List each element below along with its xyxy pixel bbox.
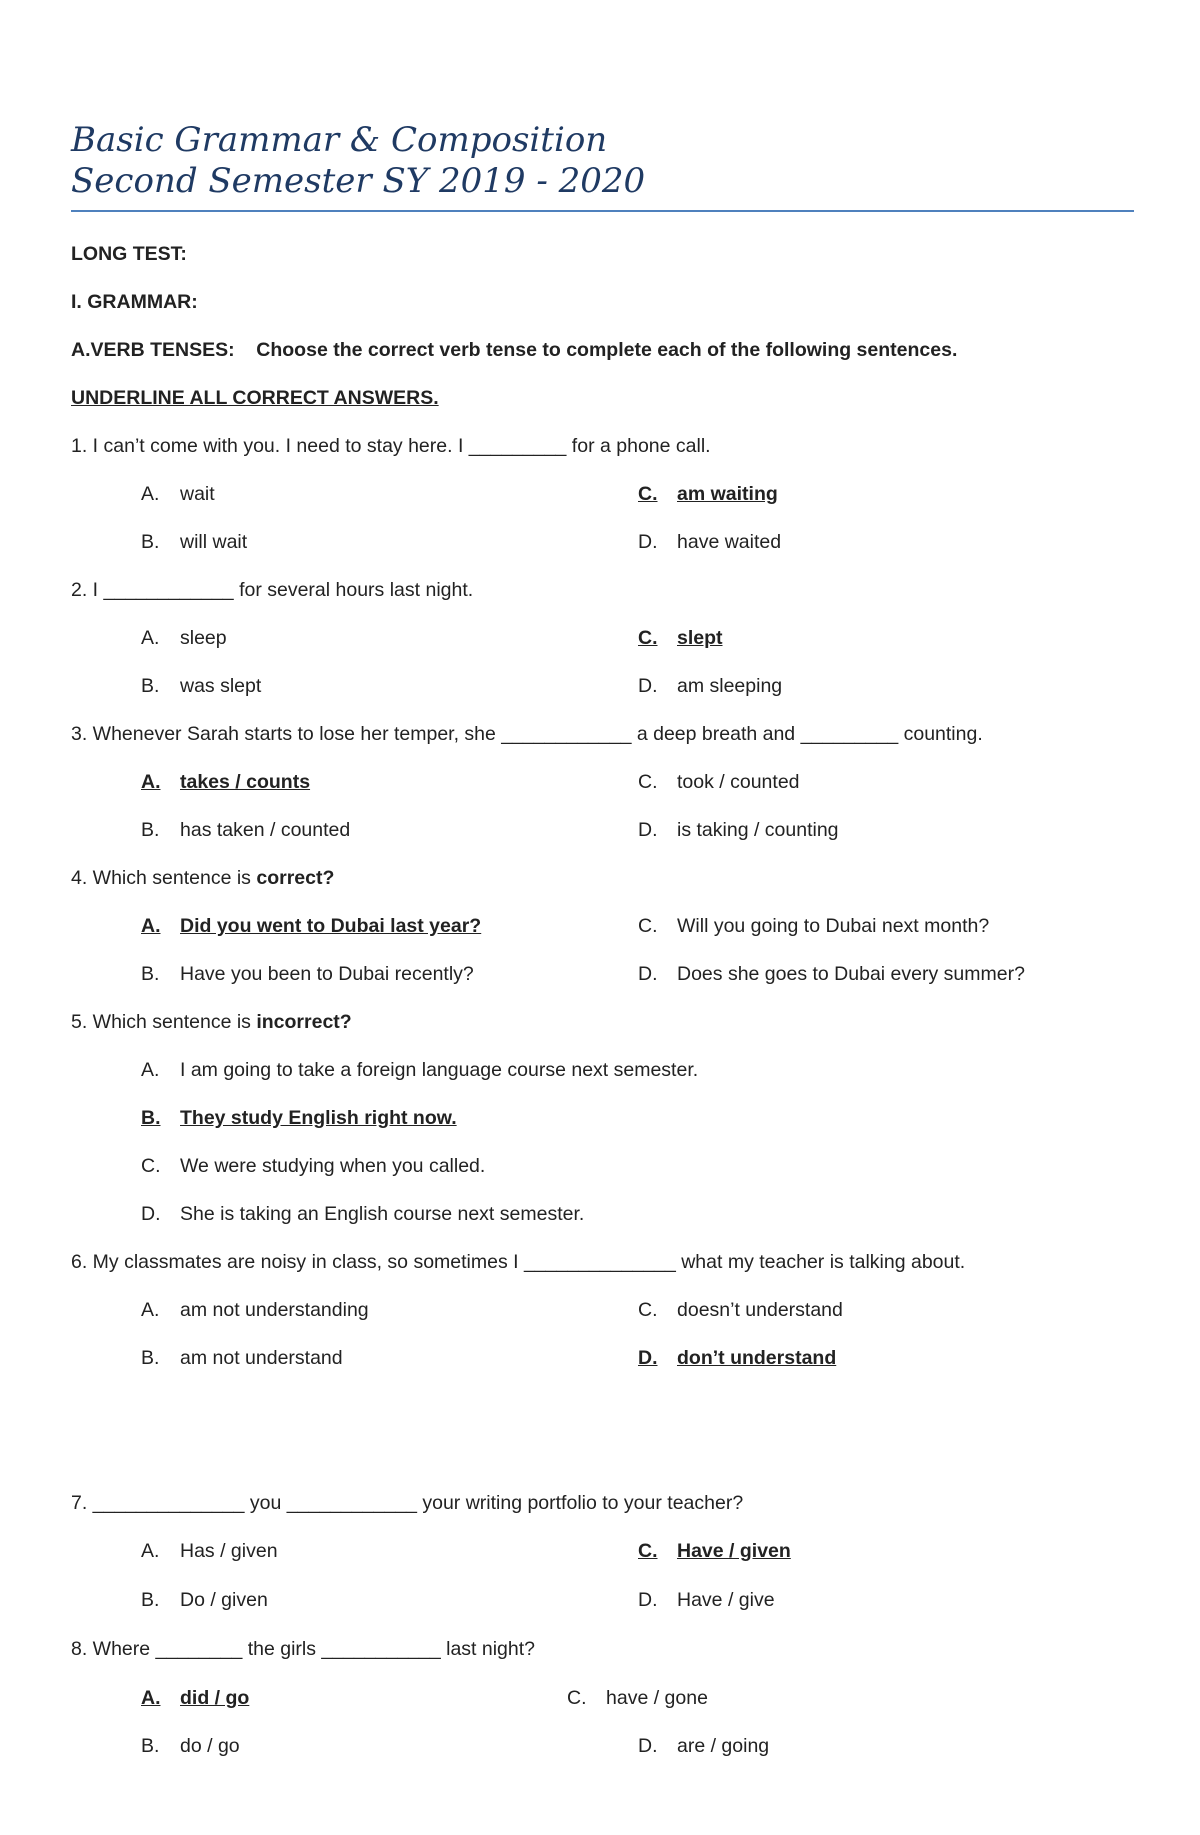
question-prompt: 5. Which sentence is bbox=[71, 1011, 257, 1033]
q7-option-c-answer[interactable] bbox=[638, 1539, 791, 1563]
option-text: Have / give bbox=[677, 1589, 775, 1611]
option-text: takes / counts bbox=[180, 771, 311, 793]
question-5-text bbox=[71, 1010, 352, 1034]
q2-option-b[interactable] bbox=[141, 674, 261, 698]
option-letter: B. bbox=[141, 819, 160, 841]
option-text: have / gone bbox=[606, 1687, 708, 1709]
option-letter: D. bbox=[638, 963, 658, 985]
q4-option-d[interactable] bbox=[638, 962, 1025, 986]
option-letter: D. bbox=[638, 1347, 658, 1369]
option-letter: A. bbox=[141, 1059, 160, 1081]
q7-option-d[interactable] bbox=[638, 1588, 775, 1612]
option-text: was slept bbox=[180, 675, 262, 697]
q5-option-d[interactable] bbox=[141, 1202, 584, 1226]
option-letter: A. bbox=[141, 483, 160, 505]
option-letter: C. bbox=[638, 915, 658, 937]
option-letter: B. bbox=[141, 1347, 160, 1369]
option-letter: A. bbox=[141, 1687, 161, 1709]
option-letter: C. bbox=[638, 627, 658, 649]
q1-option-d[interactable] bbox=[638, 530, 781, 554]
option-text: Does she goes to Dubai every summer? bbox=[677, 963, 1025, 985]
option-text: don’t understand bbox=[677, 1347, 837, 1369]
option-text: is taking / counting bbox=[677, 819, 839, 841]
question-emphasis: correct? bbox=[256, 867, 335, 889]
option-letter: C. bbox=[638, 483, 658, 505]
option-text: are / going bbox=[677, 1735, 770, 1757]
option-text: Do / given bbox=[180, 1589, 268, 1611]
option-text: We were studying when you called. bbox=[180, 1155, 486, 1177]
q6-option-c[interactable] bbox=[638, 1298, 843, 1322]
option-text: slept bbox=[677, 627, 723, 649]
option-text: do / go bbox=[180, 1735, 240, 1757]
option-text: I am going to take a foreign language course next semester. bbox=[180, 1059, 699, 1081]
q1-option-c-answer[interactable] bbox=[638, 482, 778, 506]
q1-option-b[interactable] bbox=[141, 530, 247, 554]
document-title: Basic Grammar & Composition bbox=[71, 120, 608, 160]
option-text: have waited bbox=[677, 531, 782, 553]
long-test-label: LONG TEST: bbox=[71, 243, 187, 265]
option-text: has taken / counted bbox=[180, 819, 351, 841]
question-6-text: 6. My classmates are noisy in class, so sometimes I ______________ what my teacher is talking about. bbox=[71, 1251, 966, 1273]
option-text: am not understanding bbox=[180, 1299, 369, 1321]
option-text: am sleeping bbox=[677, 675, 783, 697]
option-text: Have you been to Dubai recently? bbox=[180, 963, 474, 985]
option-text: sleep bbox=[180, 627, 227, 649]
option-text: Has / given bbox=[180, 1540, 278, 1562]
q5-option-a[interactable] bbox=[141, 1058, 698, 1082]
option-letter: C. bbox=[638, 771, 658, 793]
option-letter: D. bbox=[638, 531, 658, 553]
q3-option-d[interactable] bbox=[638, 818, 839, 842]
subsection-instruction: Choose the correct verb tense to complete each of the following sentences. bbox=[256, 339, 958, 361]
option-letter: C. bbox=[141, 1155, 161, 1177]
option-text: She is taking an English course next semester. bbox=[180, 1203, 585, 1225]
question-4-text bbox=[71, 866, 334, 890]
option-letter: A. bbox=[141, 771, 161, 793]
option-letter: D. bbox=[638, 1735, 658, 1757]
option-letter: A. bbox=[141, 1540, 160, 1562]
question-8-text: 8. Where ________ the girls ___________ last night? bbox=[71, 1638, 536, 1660]
q3-option-a-answer[interactable] bbox=[141, 770, 310, 794]
option-text: took / counted bbox=[677, 771, 800, 793]
subsection-label: A.VERB TENSES: bbox=[71, 339, 235, 361]
q6-option-d-answer[interactable] bbox=[638, 1346, 836, 1370]
document-subtitle: Second Semester SY 2019 - 2020 bbox=[71, 161, 646, 201]
q4-option-b[interactable] bbox=[141, 962, 474, 986]
option-letter: B. bbox=[141, 963, 160, 985]
header-divider bbox=[71, 210, 1134, 212]
option-letter: B. bbox=[141, 531, 160, 553]
q8-option-c[interactable] bbox=[567, 1686, 708, 1710]
option-letter: A. bbox=[141, 1299, 160, 1321]
q8-option-d[interactable] bbox=[638, 1734, 769, 1758]
q4-option-a-answer[interactable] bbox=[141, 914, 481, 938]
option-text: did / go bbox=[180, 1687, 250, 1709]
q3-option-b[interactable] bbox=[141, 818, 350, 842]
q2-option-c-answer[interactable] bbox=[638, 626, 723, 650]
q2-option-d[interactable] bbox=[638, 674, 782, 698]
q7-option-b[interactable] bbox=[141, 1588, 268, 1612]
underline-instruction: UNDERLINE ALL CORRECT ANSWERS. bbox=[71, 387, 439, 409]
q5-option-b-answer[interactable] bbox=[141, 1106, 457, 1130]
question-prompt: 4. Which sentence is bbox=[71, 867, 257, 889]
option-text: will wait bbox=[180, 531, 248, 553]
q2-option-a[interactable] bbox=[141, 626, 227, 650]
option-letter: A. bbox=[141, 915, 161, 937]
q5-option-c[interactable] bbox=[141, 1154, 485, 1178]
option-letter: C. bbox=[638, 1299, 658, 1321]
option-letter: D. bbox=[141, 1203, 161, 1225]
option-text: am not understand bbox=[180, 1347, 343, 1369]
question-3-text: 3. Whenever Sarah starts to lose her temper, she ____________ a deep breath and _________ counting. bbox=[71, 723, 983, 745]
question-7-text: 7. ______________ you ____________ your writing portfolio to your teacher? bbox=[71, 1492, 744, 1514]
option-letter: B. bbox=[141, 1107, 161, 1129]
option-text: Will you going to Dubai next month? bbox=[677, 915, 990, 937]
q7-option-a[interactable] bbox=[141, 1539, 278, 1563]
option-letter: B. bbox=[141, 675, 160, 697]
option-letter: B. bbox=[141, 1735, 160, 1757]
option-letter: D. bbox=[638, 819, 658, 841]
section-label: I. GRAMMAR: bbox=[71, 291, 198, 313]
option-letter: D. bbox=[638, 1589, 658, 1611]
option-letter: D. bbox=[638, 675, 658, 697]
q8-option-b[interactable] bbox=[141, 1734, 240, 1758]
option-text: Have / given bbox=[677, 1540, 791, 1562]
q4-option-c[interactable] bbox=[638, 914, 989, 938]
option-letter: C. bbox=[638, 1540, 658, 1562]
option-letter: C. bbox=[567, 1687, 587, 1709]
q6-option-b[interactable] bbox=[141, 1346, 343, 1370]
question-emphasis: incorrect? bbox=[256, 1011, 352, 1033]
subsection-heading bbox=[71, 338, 957, 362]
option-text: am waiting bbox=[677, 483, 778, 505]
question-2-text: 2. I ____________ for several hours last night. bbox=[71, 579, 474, 601]
q1-option-a[interactable] bbox=[141, 482, 215, 506]
option-text: wait bbox=[180, 483, 215, 505]
q8-option-a-answer[interactable] bbox=[141, 1686, 249, 1710]
option-text: Did you went to Dubai last year? bbox=[180, 915, 482, 937]
option-text: doesn’t understand bbox=[677, 1299, 843, 1321]
option-text: They study English right now. bbox=[180, 1107, 457, 1129]
q3-option-c[interactable] bbox=[638, 770, 800, 794]
option-letter: B. bbox=[141, 1589, 160, 1611]
q6-option-a[interactable] bbox=[141, 1298, 369, 1322]
option-letter: A. bbox=[141, 627, 160, 649]
question-1-text: 1. I can’t come with you. I need to stay here. I _________ for a phone call. bbox=[71, 435, 711, 457]
